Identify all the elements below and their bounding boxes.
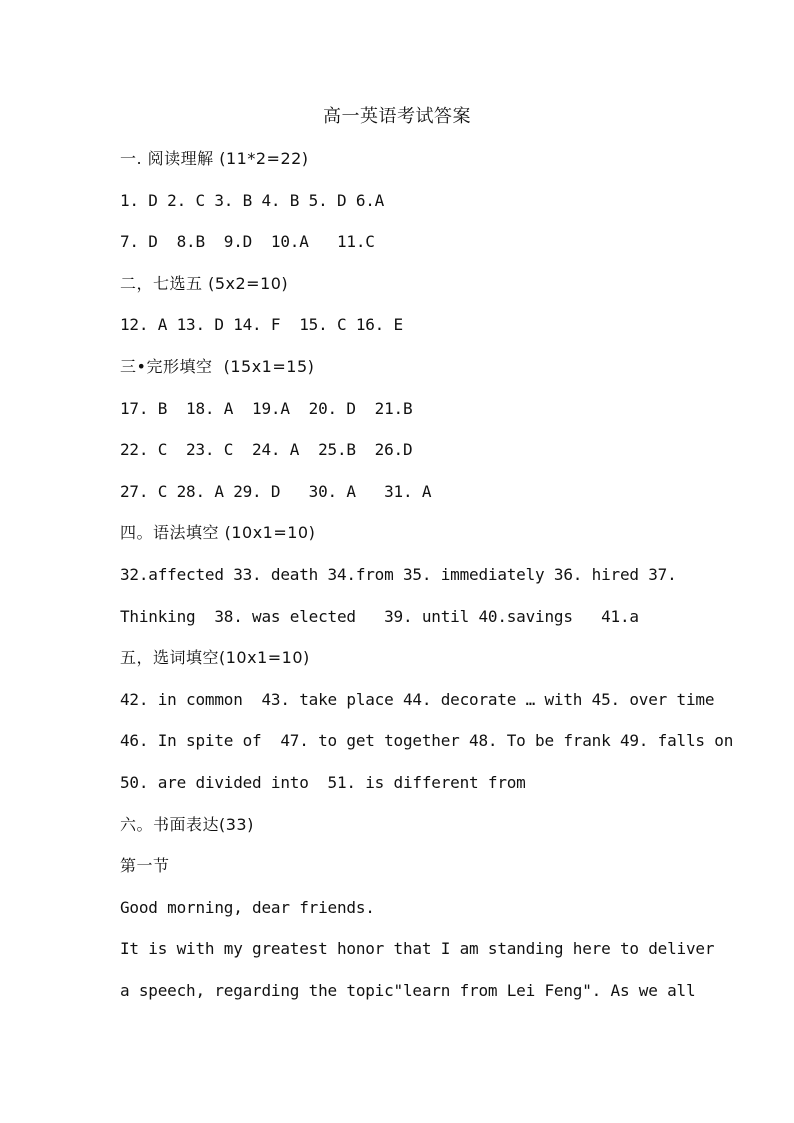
subsection-heading: 第一节 bbox=[120, 856, 170, 876]
essay-line: It is with my greatest honor that I am standing here to deliver bbox=[120, 939, 715, 959]
answer-line: 42. in common 43. take place 44. decorate … with 45. over time bbox=[120, 689, 715, 709]
page-title: 高一英语考试答案 bbox=[323, 106, 471, 127]
essay-line: Good morning, dear friends. bbox=[120, 897, 375, 917]
answer-line: 50. are divided into 51. is different from bbox=[120, 772, 526, 792]
section-writing-heading: 六。书面表达(33) bbox=[120, 814, 254, 834]
section-seven-choose-five-heading: 二，七选五 (5x2=10) bbox=[120, 273, 289, 293]
answer-line: 7. D 8.B 9.D 10.A 11.C bbox=[120, 232, 375, 252]
essay-line: a speech, regarding the topic"learn from Lei Feng". As we all bbox=[120, 980, 696, 1000]
section-grammar-heading: 四。语法填空 (10x1=10) bbox=[120, 523, 316, 543]
section-reading-heading: 一. 阅读理解 (11*2=22) bbox=[120, 149, 309, 168]
answer-line: 17. B 18. A 19.A 20. D 21.B bbox=[120, 398, 413, 418]
answer-line: 22. C 23. C 24. A 25.B 26.D bbox=[120, 440, 413, 460]
answer-content bbox=[120, 146, 734, 1019]
answer-line: 46. In spite of 47. to get together 48. To be frank 49. falls on bbox=[120, 731, 734, 751]
answer-line: Thinking 38. was elected 39. until 40.savings 41.a bbox=[120, 606, 639, 626]
answer-line: 1. D 2. C 3. B 4. B 5. D 6.A bbox=[120, 190, 385, 210]
section-word-choice-heading: 五，选词填空(10x1=10) bbox=[120, 648, 310, 668]
section-cloze-heading: 三•完形填空 (15x1=15) bbox=[120, 356, 315, 376]
answer-line: 32.affected 33. death 34.from 35. immediately 36. hired 37. bbox=[120, 564, 677, 584]
answer-line: 12. A 13. D 14. F 15. C 16. E bbox=[120, 315, 403, 335]
answer-line: 27. C 28. A 29. D 30. A 31. A bbox=[120, 481, 432, 501]
